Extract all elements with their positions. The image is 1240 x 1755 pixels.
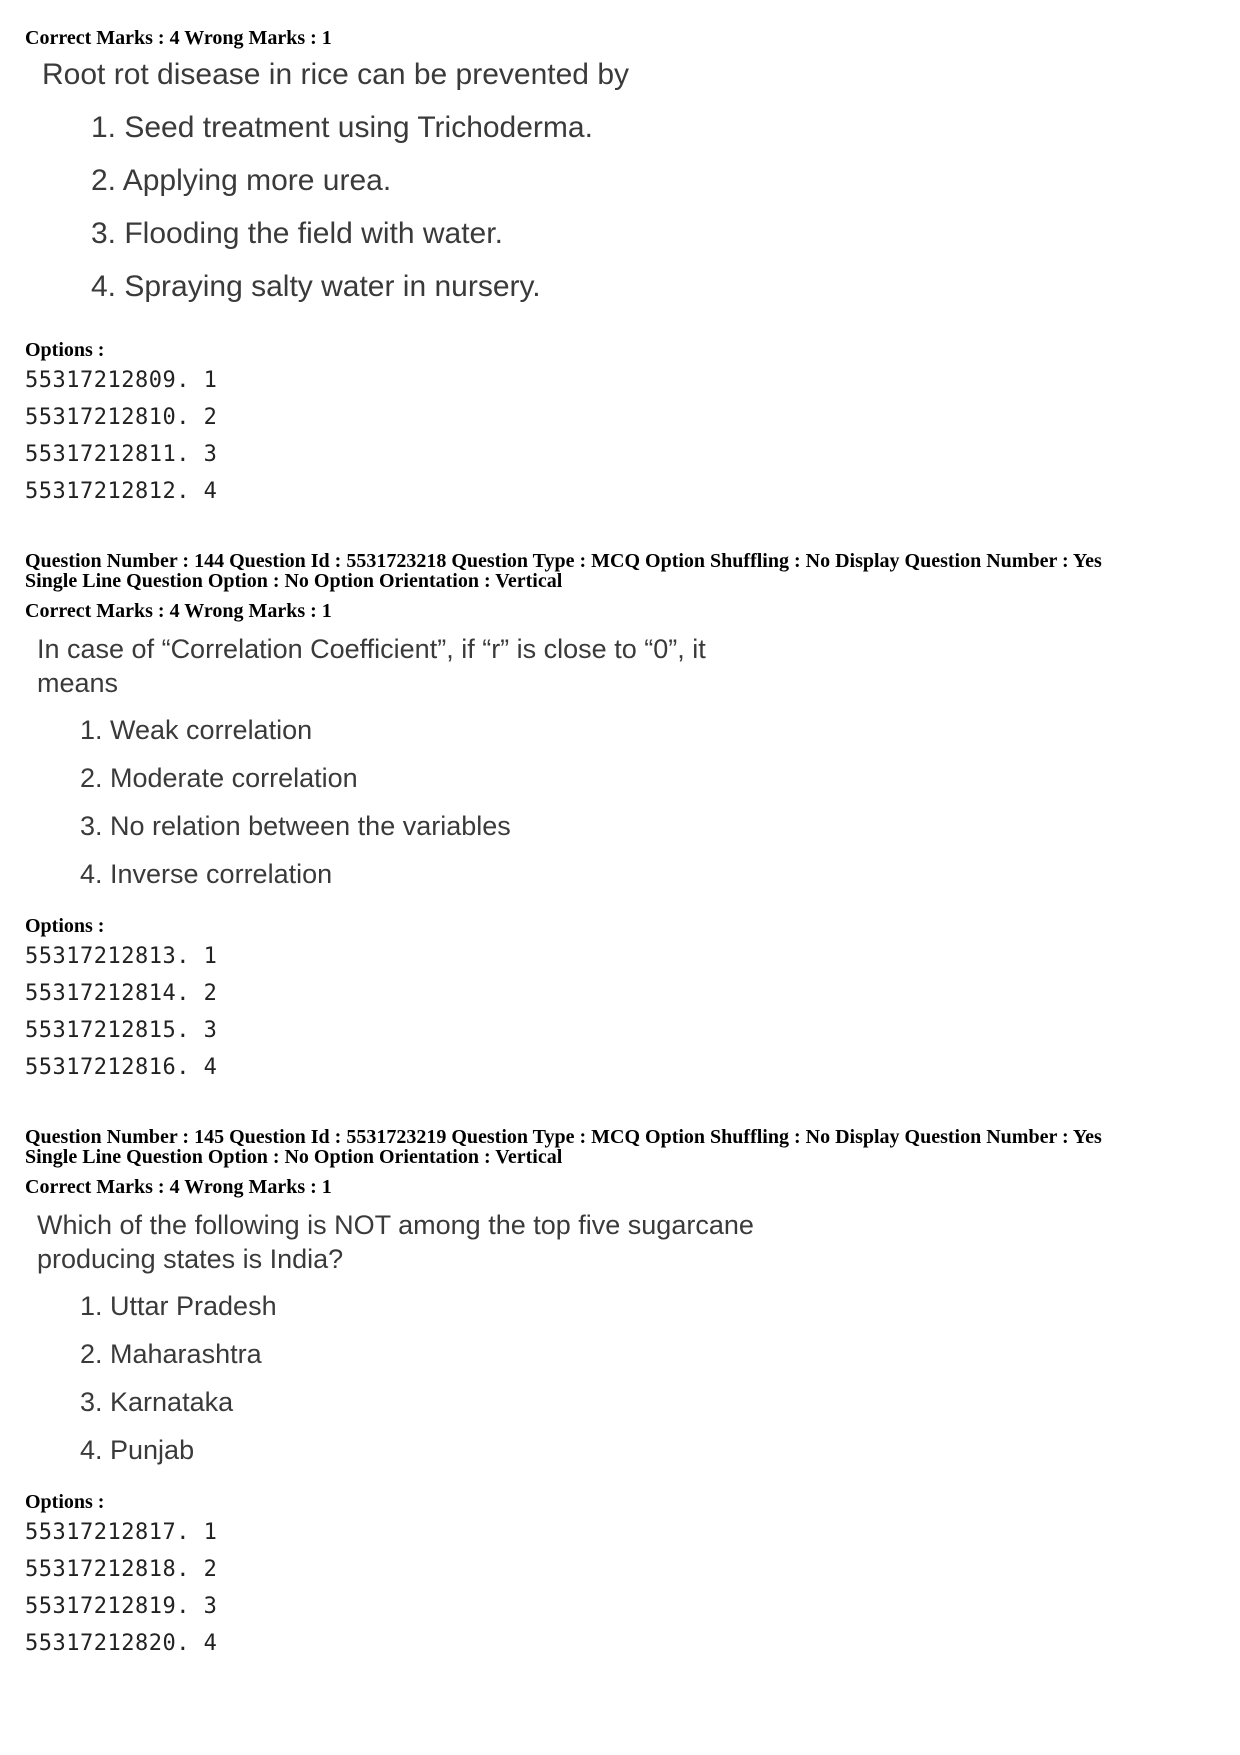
choice-1: 1. Uttar Pradesh (80, 1291, 277, 1321)
marks-line: Correct Marks : 4 Wrong Marks : 1 (25, 1176, 332, 1198)
option-id: 55317212818. 2 (25, 1557, 218, 1582)
options-label: Options : (25, 1491, 105, 1513)
choice-4: 4. Inverse correlation (80, 859, 333, 889)
option-id: 55317212811. 3 (25, 442, 218, 467)
choice-1: 1. Weak correlation (80, 715, 313, 745)
options-label: Options : (25, 915, 105, 937)
question-header: Question Number : 145 Question Id : 5531723219 Question Type : MCQ Option Shuffling : No Display Question Number : Yes (25, 1126, 1102, 1148)
marks-line: Correct Marks : 4 Wrong Marks : 1 (25, 600, 332, 622)
choice-4: 4. Punjab (80, 1435, 195, 1465)
choice-3: 3. Karnataka (80, 1387, 234, 1417)
option-id: 55317212812. 4 (25, 479, 218, 504)
option-id: 55317212809. 1 (25, 368, 218, 393)
question-text: Which of the following is NOT among the top five sugarcane (37, 1210, 754, 1240)
option-id: 55317212820. 4 (25, 1631, 218, 1656)
option-id: 55317212819. 3 (25, 1594, 218, 1619)
question-text-line-2: producing states is India? (37, 1244, 344, 1274)
choice-2: 2. Moderate correlation (80, 763, 358, 793)
choice-1: 1. Seed treatment using Trichoderma. (91, 111, 593, 144)
choice-3: 3. Flooding the field with water. (91, 217, 503, 250)
choice-2: 2. Maharashtra (80, 1339, 262, 1369)
marks-line: Correct Marks : 4 Wrong Marks : 1 (25, 27, 332, 49)
option-id: 55317212816. 4 (25, 1055, 218, 1080)
option-id: 55317212810. 2 (25, 405, 218, 430)
option-id: 55317212815. 3 (25, 1018, 218, 1043)
choice-2: 2. Applying more urea. (91, 164, 392, 197)
question-header-2: Single Line Question Option : No Option Orientation : Vertical (25, 570, 563, 592)
question-text: Root rot disease in rice can be prevented by (42, 58, 630, 91)
choice-4: 4. Spraying salty water in nursery. (91, 270, 541, 303)
choice-3: 3. No relation between the variables (80, 811, 511, 841)
option-id: 55317212817. 1 (25, 1520, 218, 1545)
option-id: 55317212814. 2 (25, 981, 218, 1006)
question-header-2: Single Line Question Option : No Option Orientation : Vertical (25, 1146, 563, 1168)
question-header: Question Number : 144 Question Id : 5531723218 Question Type : MCQ Option Shuffling : No Display Question Number : Yes (25, 550, 1102, 572)
options-label: Options : (25, 339, 105, 361)
option-id: 55317212813. 1 (25, 944, 218, 969)
question-text-line-2: means (37, 668, 119, 698)
question-text: In case of “Correlation Coefficient”, if “r” is close to “0”, it (37, 634, 706, 664)
